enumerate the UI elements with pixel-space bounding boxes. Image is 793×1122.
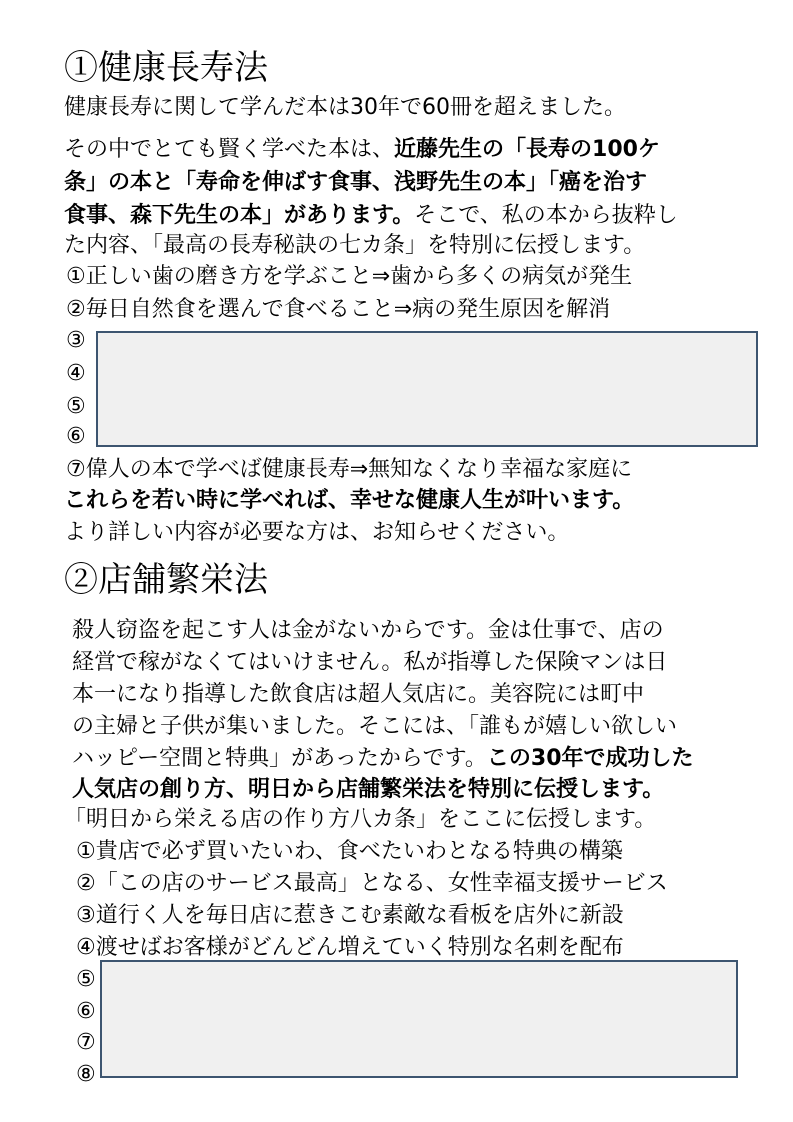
- section1-line: た内容、「最高の長寿秘訣の七カ条」を特別に伝授します。: [64, 233, 646, 258]
- section2-list-item: ③道行く人を毎日店に惹きこむ素敵な看板を店外に新設: [76, 903, 624, 928]
- section1-list-item: ②毎日自然食を選んで食べること⇒病の発生原因を解消: [66, 297, 611, 322]
- redaction-box: [96, 331, 758, 447]
- section2-line: 「明日から栄える店の作り方八カ条」をここに伝授します。: [64, 807, 657, 832]
- section1-list-item: ③: [66, 328, 86, 353]
- section2-title: ②店舗繁栄法: [64, 560, 268, 600]
- section2-list-item: ④渡せばお客様がどんどん増えていく特別な名刺を配布: [76, 935, 624, 960]
- section2-line: 経営で稼がなくてはいけません。私が指導した保険マンは日: [72, 650, 668, 675]
- section2-line-bold: 人気店の創り方、明日から店舗繁栄法を特別に伝授します。: [72, 777, 665, 802]
- section2-list-item: ⑤: [76, 967, 96, 992]
- section1-closing: より詳しい内容が必要な方は、お知らせください。: [64, 520, 570, 545]
- section2-list-item: ②「この店のサービス最高」となる、女性幸福支援サービス: [76, 871, 668, 896]
- section2-line: の主婦と子供が集いました。そこには、「誰もが嬉しい欲しい: [72, 714, 678, 739]
- section2-list-item: ⑧: [76, 1062, 96, 1087]
- section2-line: 殺人窃盗を起こす人は金がないからです。金は仕事で、店の: [72, 618, 664, 643]
- section1-list-item: ⑥: [66, 424, 86, 449]
- section1-line-bold: 条」の本と「寿命を伸ばす食事、浅野先生の本」「癌を治す: [64, 170, 648, 195]
- section2-list-item: ⑦: [76, 1030, 96, 1055]
- section2-line: 本一になり指導した飲食店は超人気店に。美容院には町中: [72, 682, 645, 707]
- section2-list-item: ⑥: [76, 999, 96, 1024]
- redaction-box: [100, 960, 738, 1078]
- section2-list-item: ①貴店で必ず買いたいわ、食べたいわとなる特典の構築: [76, 839, 623, 864]
- section1-line: その中でとても賢く学べた本は、近藤先生の「長寿の100ケ: [64, 137, 660, 162]
- section1-line: 健康長寿に関して学んだ本は30年で60冊を超えました。: [64, 95, 626, 120]
- section1-list-item: ⑤: [66, 394, 86, 419]
- section1-list-item: ①正しい歯の磨き方を学ぶこと⇒歯から多くの病気が発生: [66, 264, 633, 289]
- section1-list-item: ⑦偉人の本で学べば健康長寿⇒無知なくなり幸福な家庭に: [66, 457, 633, 482]
- section2-line: ハッピー空間と特典」があったからです。この30年で成功した: [72, 746, 694, 771]
- section1-closing-bold: これらを若い時に学べれば、幸せな健康人生が叶います。: [64, 488, 635, 513]
- section1-title: ①健康長寿法: [64, 48, 268, 88]
- section1-line: 食事、森下先生の本」があります。そこで、私の本から抜粋し: [64, 203, 678, 228]
- section1-list-item: ④: [66, 361, 86, 386]
